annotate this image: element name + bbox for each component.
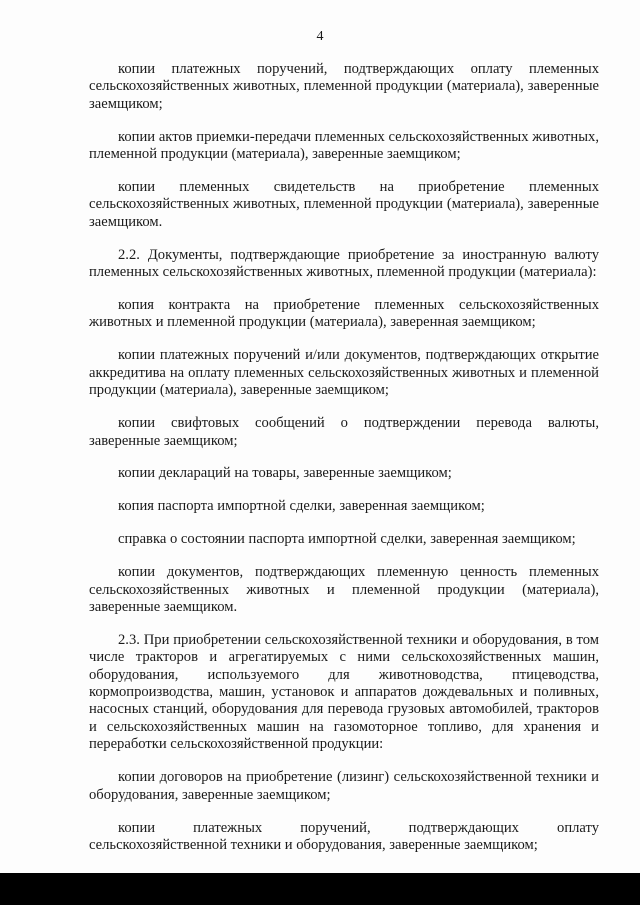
paragraph-customs-declarations: копии деклараций на товары, заверенные заемщиком; xyxy=(118,465,452,482)
section-2-3-heading: 2.3. При приобретении сельскохозяйственной техники и оборудования, в том числе тракторов и агрегатируемых с ними сельскохозяйственных машин, оборудования, используемого для животноводства, птицеводства, кормопроизводства, машин, установок и аппаратов дождевальных и поливных, насосных станций, оборудования для перевода грузовых автомобилей, тракторов и сельскохозяйственных машин на газомоторное топливо, для хранения и переработки сельскохозяйственной продукции: xyxy=(89,631,599,753)
paragraph-import-passport-status: справка о состоянии паспорта импортной сделки, заверенная заемщиком; xyxy=(118,531,576,548)
paragraph-contract-copy: копия контракта на приобретение племенных сельскохозяйственных животных и племенной продукции (материала), заверенная заемщиком; xyxy=(89,297,599,331)
paragraph-acceptance-acts: копии актов приемки-передачи племенных сельскохозяйственных животных, племенной продукции (материала), заверенные заемщиком; xyxy=(89,128,599,163)
paragraph-breeding-certificates: копии племенных свидетельств на приобретение племенных сельскохозяйственных животных, племенной продукции (материала), заверенные заемщиком. xyxy=(89,179,599,230)
paragraph-swift-messages: копии свифтовых сообщений о подтверждении перевода валюты, заверенные заемщиком; xyxy=(89,415,599,449)
paragraph-machinery-payment-orders: копии платежных поручений, подтверждающих оплату сельскохозяйственной техники и оборудования, заверенные заемщиком; xyxy=(89,819,599,853)
scan-bottom-border xyxy=(0,873,640,905)
paragraph-payment-orders: копии платежных поручений, подтверждающих оплату племенных сельскохозяйственных животных, племенной продукции (материала), заверенные заемщиком; xyxy=(89,61,599,112)
page-number: 4 xyxy=(316,29,324,44)
paragraph-breeding-value-documents: копии документов, подтверждающих племенную ценность племенных сельскохозяйственных животных и племенной продукции (материала), заверенные заемщиком. xyxy=(89,564,599,615)
paragraph-payment-or-letter-of-credit: копии платежных поручений и/или документов, подтверждающих открытие аккредитива на оплату племенных сельскохозяйственных животных и племенной продукции (материала), заверенные заемщиком; xyxy=(89,347,599,399)
section-2-2-heading: 2.2. Документы, подтверждающие приобретение за иностранную валюту племенных сельскохозяйственных животных, племенной продукции (материала): xyxy=(89,246,599,281)
document-body xyxy=(89,61,599,870)
paragraph-leasing-contracts: копии договоров на приобретение (лизинг) сельскохозяйственной техники и оборудования, заверенные заемщиком; xyxy=(89,769,599,803)
paragraph-import-passport: копия паспорта импортной сделки, заверенная заемщиком; xyxy=(118,498,485,515)
